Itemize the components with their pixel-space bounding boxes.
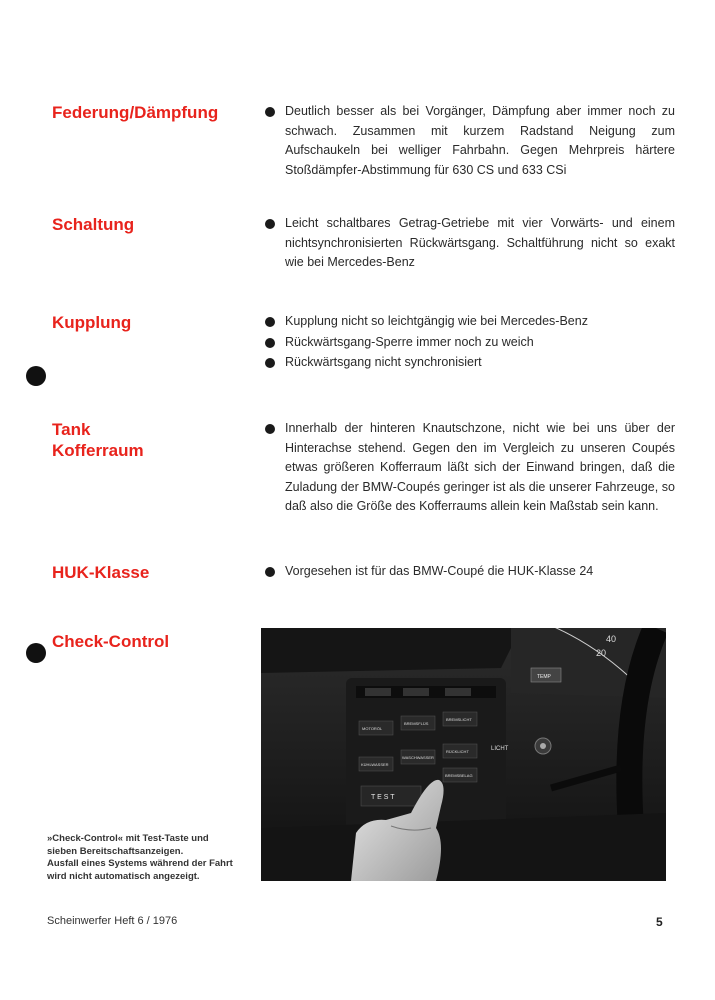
bullet-icon — [265, 107, 275, 117]
dashboard-photo-svg — [261, 628, 666, 881]
bullet-icon — [265, 317, 275, 327]
heading-federung: Federung/Dämpfung — [52, 103, 219, 122]
photo-caption — [47, 833, 247, 883]
bullet-icon — [265, 567, 275, 577]
list-item: Vorgesehen ist für das BMW-Coupé die HUK-Klasse 24 — [285, 564, 594, 578]
panel-label-bremsbelag: BREMSBELAG — [445, 773, 473, 778]
panel-label-bremslicht: BREMSLICHT — [446, 717, 472, 722]
punch-hole-bottom — [26, 643, 46, 663]
heading-tank-kofferraum — [52, 419, 144, 461]
section-huk-text — [265, 562, 675, 582]
heading-line-tank: Tank — [52, 420, 91, 439]
heading-check-control: Check-Control — [52, 632, 170, 651]
paragraph: Leicht schaltbares Getrag-Getriebe mit vier Vorwärts- und einem nichtsynchronisierten Rückwärtsgang. Schaltführung nicht so exakt wie bei Mercedes-Benz — [285, 216, 675, 269]
bullet-icon — [265, 219, 275, 229]
bullet-icon — [265, 338, 275, 348]
temp-label: TEMP — [537, 674, 551, 680]
licht-label: LICHT — [491, 746, 509, 752]
caption-line: wird nicht automatisch angezeigt. — [47, 870, 200, 882]
heading-line-kofferraum: Kofferraum — [52, 441, 144, 460]
heading-huk-klasse: HUK-Klasse — [52, 563, 150, 582]
bullet-icon — [265, 358, 275, 368]
list-item: Rückwärtsgang nicht synchronisiert — [285, 355, 482, 369]
caption-line: sieben Bereitschaftsanzeigen. — [47, 845, 184, 857]
paragraph: Deutlich besser als bei Vorgänger, Dämpfung aber immer noch zu schwach. Zusammen mit kurzem Radstand Neigung zum Aufschaukeln bei welliger Fahrbahn. Gegen Mehrpreis härtere Stoßdämpfer-Abstimmung für 630 CS und 633 CSi — [285, 104, 675, 177]
caption-line: »Check-Control« mit Test-Taste und — [47, 833, 209, 844]
paragraph: Innerhalb der hinteren Knautschzone, nicht wie bei uns über der Hinterachse stehend. Gegen den im Vergleich zu unseren Coupés etwas größeren Kofferraum läßt sich der Einwand bringen, daß die Zuladung der BMW-Coupés geringer ist als die unserer Fahrzeuge, so daß also die Größe des Kofferraums allein kein Maßstab sein kann. — [285, 421, 675, 513]
caption-line: Ausfall eines Systems während der Fahrt — [47, 858, 233, 869]
heading-schaltung: Schaltung — [52, 215, 135, 234]
check-control-photo — [261, 628, 666, 881]
section-tank-text — [265, 419, 675, 517]
panel-label-waschwasser: WASCHWASSER — [402, 755, 434, 760]
section-schaltung-text — [265, 214, 675, 273]
bullet-icon — [265, 424, 275, 434]
footer-source: Scheinwerfer Heft 6 / 1976 — [47, 915, 178, 927]
section-federung-text — [265, 102, 675, 180]
page-number: 5 — [656, 915, 663, 929]
list-item: Rückwärtsgang-Sperre immer noch zu weich — [285, 334, 534, 349]
panel-label-kuehlwasser: KÜHLWASSER — [361, 762, 389, 767]
heading-kupplung: Kupplung — [52, 313, 132, 332]
panel-label-motoroel: MOTORÖL — [362, 726, 383, 731]
panel-label-bremsfluess: BREMSFLÜS — [404, 721, 429, 726]
punch-hole-top — [26, 366, 46, 386]
gauge-number-20: 20 — [596, 648, 607, 658]
panel-label-ruecklicht: RÜCKLICHT — [446, 749, 469, 754]
section-kupplung-text — [265, 312, 675, 374]
test-button-label: T E S T — [371, 794, 395, 801]
list-item: Kupplung nicht so leichtgängig wie bei Mercedes-Benz — [285, 314, 588, 328]
gauge-number-40: 40 — [606, 634, 617, 644]
